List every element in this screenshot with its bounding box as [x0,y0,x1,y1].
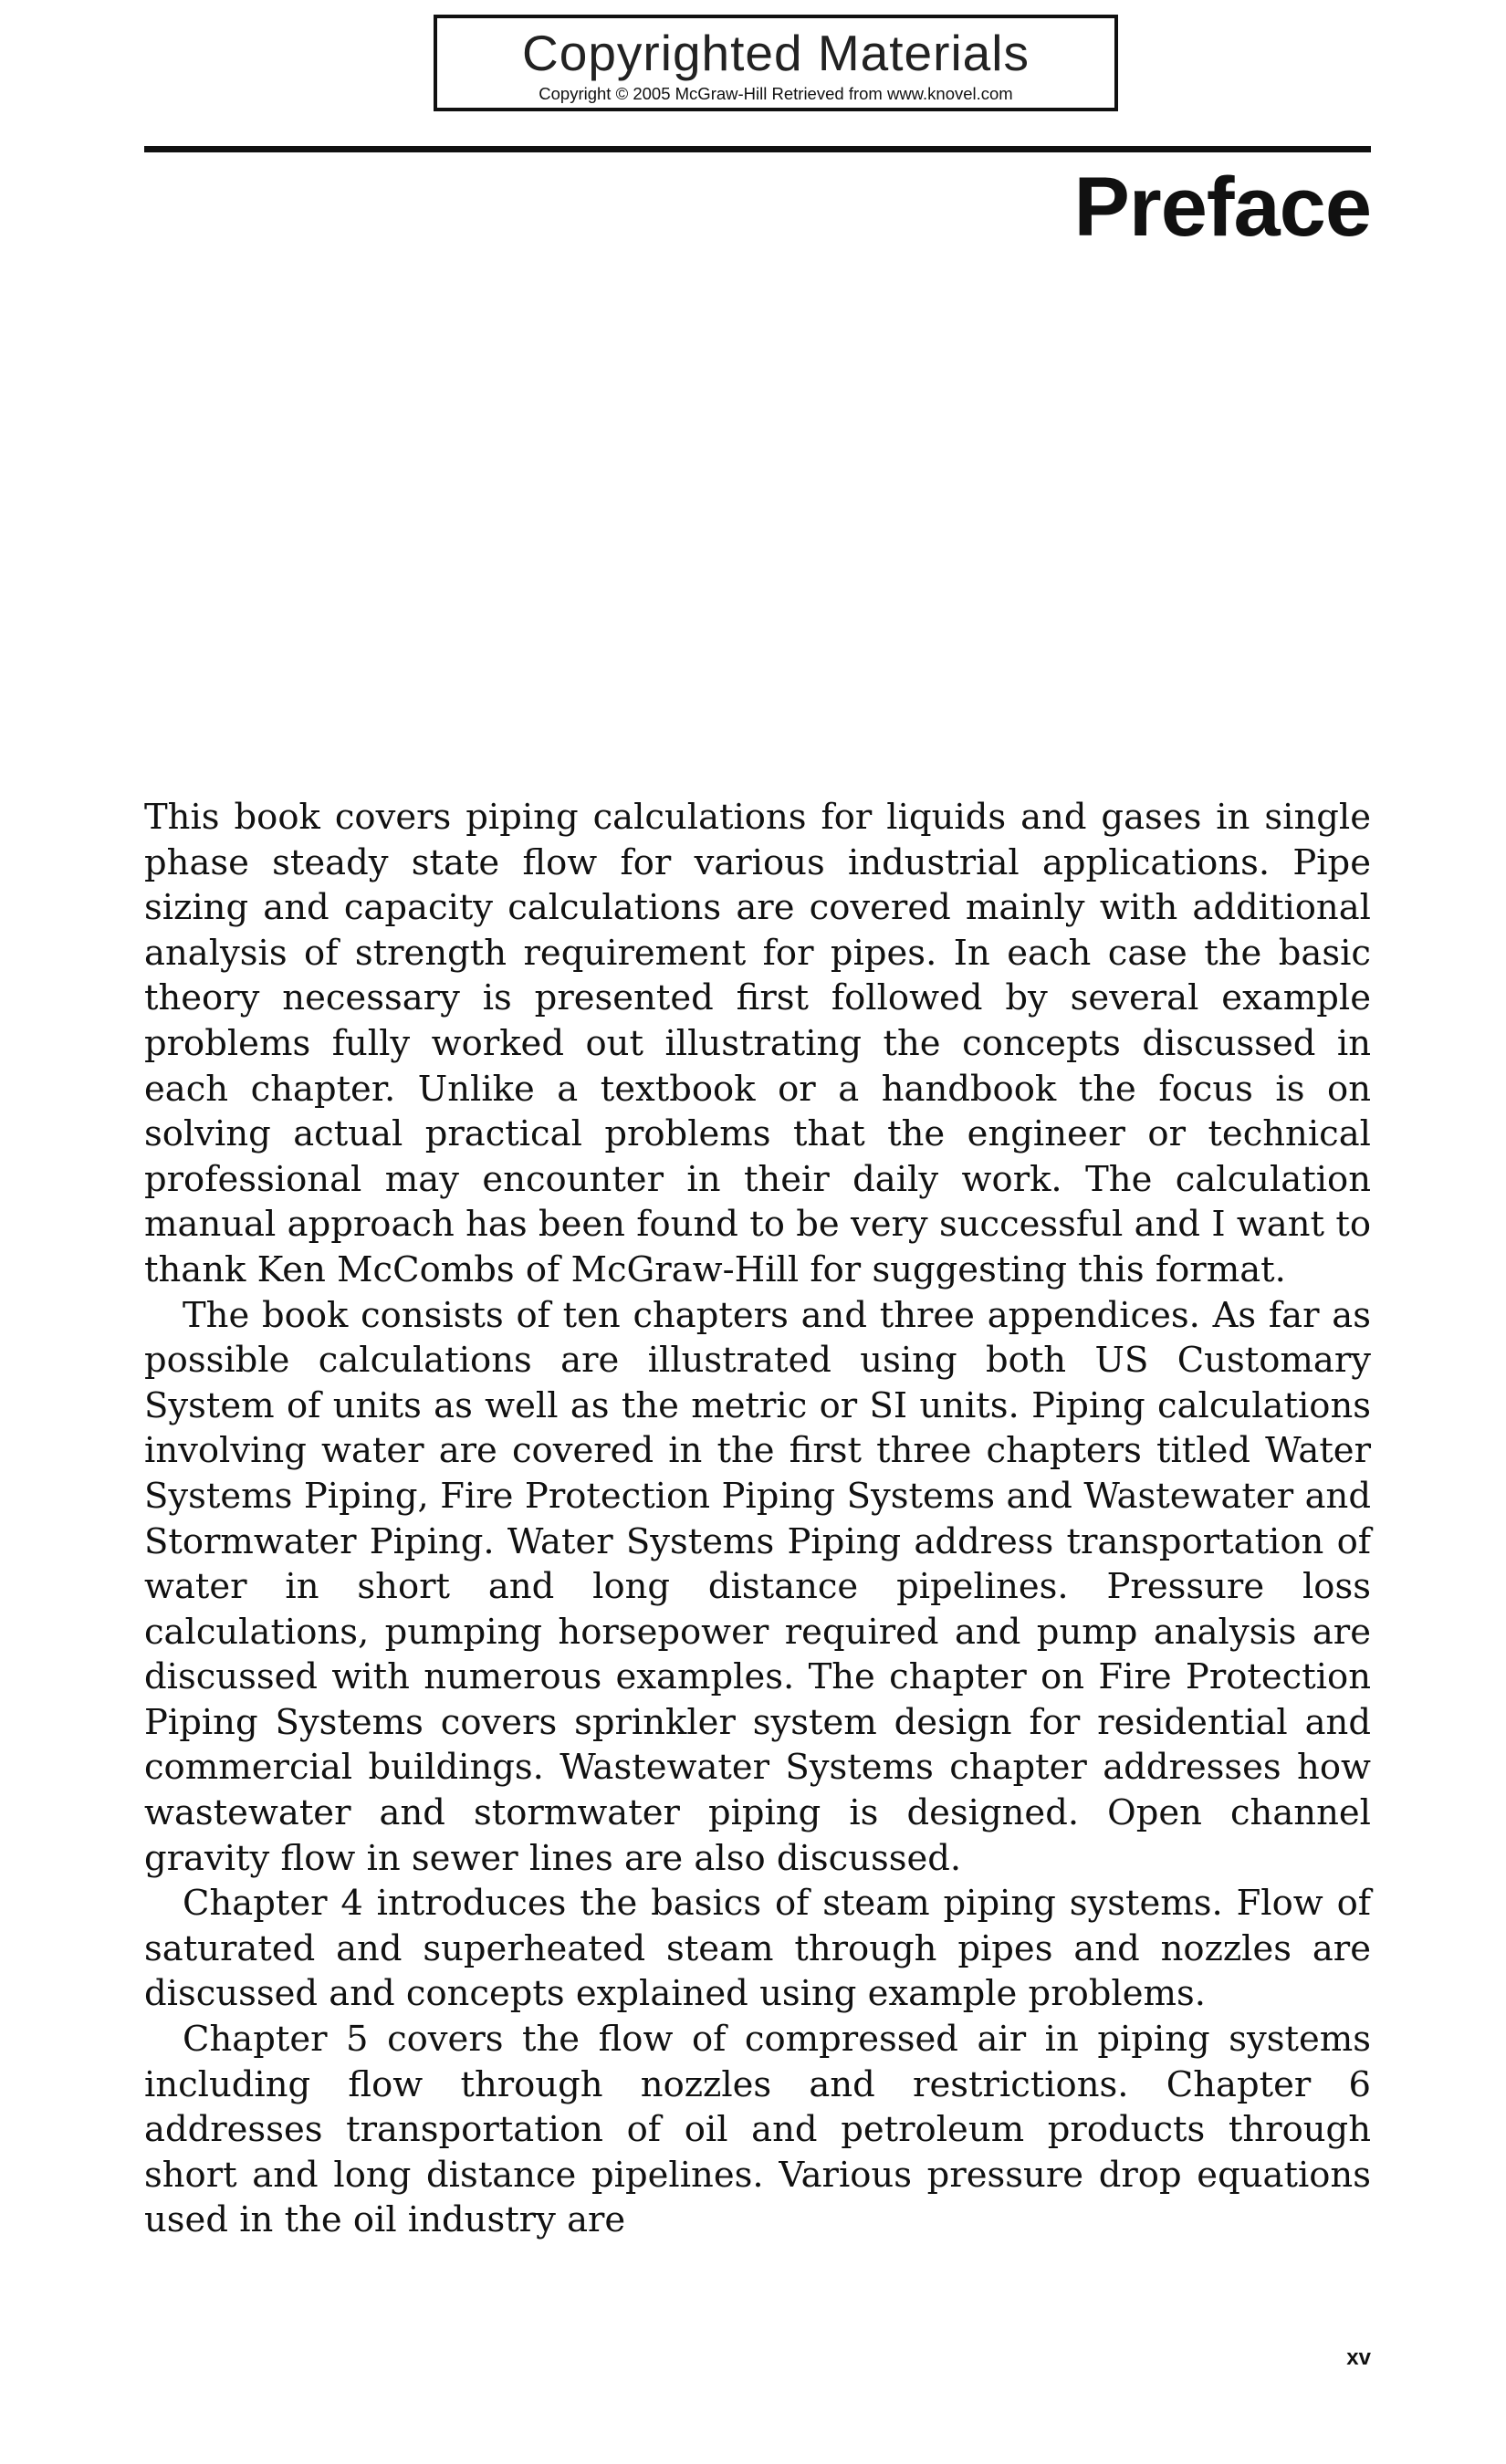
header-rule [144,146,1371,152]
paragraph-2: The book consists of ten chapters and three appendices. As far as possible calculations are illustrated using both US Customary System of units as well as the metric or SI units. Piping calculations involving water are covered in the first three chapters titled Water Systems Piping, Fire Protection Piping Systems and Wastewater and Stormwater Piping. Water Systems Piping address transportation of water in short and long distance pipelines. Pressure loss calculations, pumping horsepower required and pump analysis are discussed with numerous examples. The chapter on Fire Protection Piping Systems covers sprinkler system design for residential and commercial buildings. Wastewater Systems chapter addresses how wastewater and stormwater piping is designed. Open channel gravity flow in sewer lines are also discussed. [144,1294,1371,1879]
body-text [144,795,1371,2243]
copyright-notice: Copyright © 2005 McGraw-Hill Retrieved from www.knovel.com [539,84,1013,103]
paragraph-4: Chapter 5 covers the flow of compressed air in piping systems including flow through nozzles and restrictions. Chapter 6 addresses transportation of oil and petroleum products through short and long distance pipelines. Various pressure drop equations used in the oil industry are [144,2019,1371,2241]
copyright-stamp [434,15,1118,111]
page-number: xv [1346,2345,1371,2370]
page-title: Preface [1073,161,1371,254]
copyright-stamp-title: Copyrighted Materials [522,25,1030,81]
paragraph-1: This book covers piping calculations for liquids and gases in single phase steady state flow for various industrial applications. Pipe sizing and capacity calculations are covered mainly with additional analysis of strength requirement for pipes. In each case the basic theory necessary is presented first followed by several example problems fully worked out illustrating the concepts discussed in each chapter. Unlike a textbook or a handbook the focus is on solving actual practical problems that the engineer or technical professional may encounter in their daily work. The calculation manual approach has been found to be very successful and I want to thank Ken McCombs of McGraw-Hill for suggesting this format. [144,797,1371,1290]
paragraph-3: Chapter 4 introduces the basics of steam piping systems. Flow of saturated and superheated steam through pipes and nozzles are discussed and concepts explained using example problems. [144,1883,1371,2015]
